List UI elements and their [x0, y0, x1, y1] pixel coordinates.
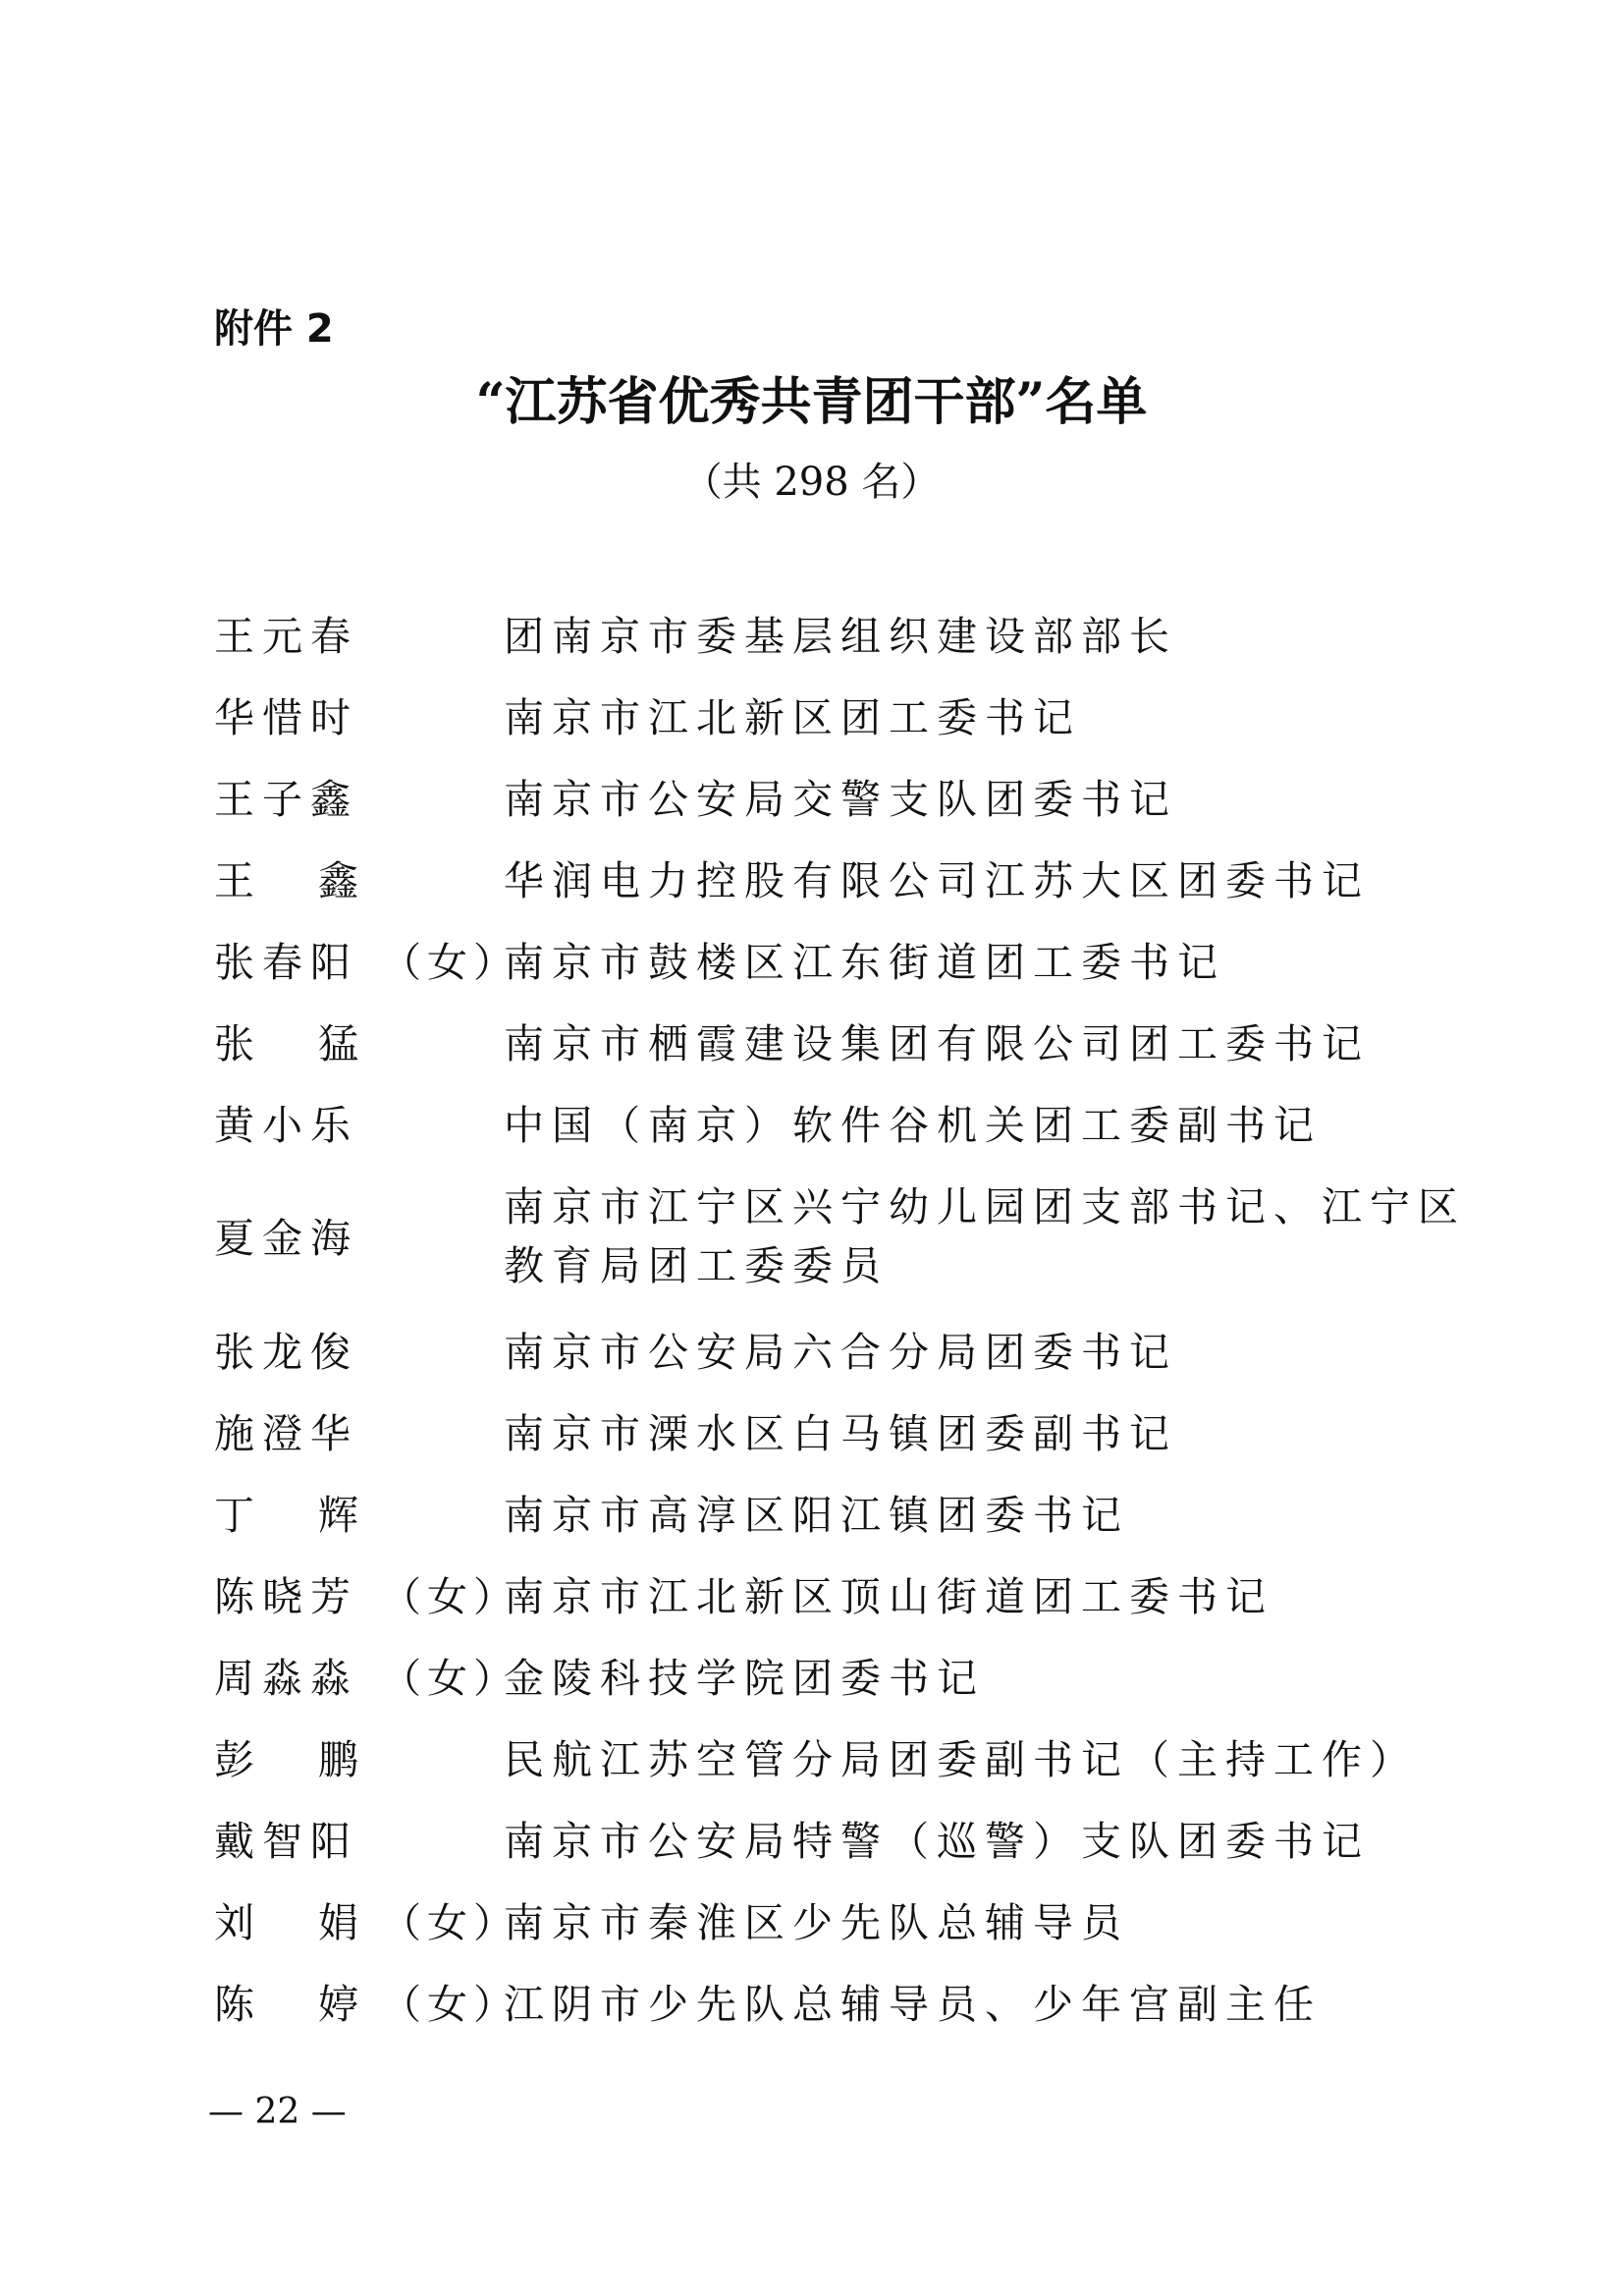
gender-note: （女） [381, 1655, 519, 1702]
list-item [214, 1177, 1490, 1323]
honoree-name: 戴智阳 [214, 1818, 358, 1865]
honoree-name: 张猛 [214, 1020, 422, 1067]
honoree-position: 南京市鼓楼区江东街道团工委书记 [504, 939, 1225, 986]
gender-note: （女） [381, 1573, 519, 1620]
honoree-name: 夏金海 [214, 1215, 358, 1262]
list-item [214, 1975, 1490, 2056]
honoree-position: 中国（南京）软件谷机关团工委副书记 [504, 1102, 1322, 1149]
honoree-name: 王鑫 [214, 857, 422, 904]
list-item [214, 1323, 1490, 1404]
honoree-position: 江阴市少先队总辅导员、少年宫副主任 [504, 1981, 1322, 2028]
honoree-position: 南京市公安局特警（巡警）支队团委书记 [504, 1818, 1370, 1865]
list-item [214, 1096, 1490, 1177]
honoree-position: 团南京市委基层组织建设部部长 [504, 613, 1177, 660]
honoree-position: 南京市江宁区兴宁幼儿园团支部书记、江宁区教育局团工委委员 [504, 1183, 1466, 1289]
list-item [214, 1567, 1490, 1649]
honoree-name: 周淼淼 [214, 1655, 358, 1702]
list-item [214, 1893, 1490, 1975]
list-item [214, 1649, 1490, 1730]
honoree-name: 王子鑫 [214, 776, 358, 823]
honoree-position: 南京市江北新区顶山街道团工委书记 [504, 1573, 1273, 1620]
list-item [214, 770, 1490, 851]
list-item [214, 1812, 1490, 1893]
gender-note: （女） [381, 1981, 519, 2028]
list-item [214, 851, 1490, 933]
list-item [214, 933, 1490, 1014]
list-item [214, 1404, 1490, 1486]
honoree-name: 黄小乐 [214, 1102, 358, 1149]
document-subtitle: （共 298 名） [682, 460, 941, 505]
honoree-name: 施澄华 [214, 1410, 358, 1457]
document-title: “江苏省优秀共青团干部”名单 [475, 372, 1148, 432]
list-item [214, 688, 1490, 770]
gender-note: （女） [381, 1899, 519, 1946]
honoree-name: 丁辉 [214, 1492, 422, 1539]
honoree-name: 刘娟 [214, 1899, 422, 1946]
honoree-position: 民航江苏空管分局团委副书记（主持工作） [504, 1736, 1418, 1783]
list-item [214, 607, 1490, 688]
honoree-position: 金陵科技学院团委书记 [504, 1655, 985, 1702]
honoree-position: 南京市公安局六合分局团委书记 [504, 1329, 1177, 1376]
honoree-position: 南京市秦淮区少先队总辅导员 [504, 1899, 1129, 1946]
honoree-name: 华惜时 [214, 694, 358, 741]
page-number: — 22 — [208, 2092, 347, 2132]
attachment-label: 附件 2 [214, 306, 334, 352]
honoree-name: 彭鹏 [214, 1736, 422, 1783]
honoree-name: 王元春 [214, 613, 358, 660]
honoree-position: 华润电力控股有限公司江苏大区团委书记 [504, 857, 1370, 904]
honoree-list [214, 607, 1490, 2056]
honoree-name: 张龙俊 [214, 1329, 358, 1376]
list-item [214, 1730, 1490, 1812]
honoree-name: 陈晓芳 [214, 1573, 358, 1620]
gender-note: （女） [381, 939, 519, 986]
honoree-name: 张春阳 [214, 939, 358, 986]
honoree-position: 南京市高淳区阳江镇团委书记 [504, 1492, 1129, 1539]
honoree-position: 南京市公安局交警支队团委书记 [504, 776, 1177, 823]
list-item [214, 1014, 1490, 1096]
list-item [214, 1486, 1490, 1567]
honoree-position: 南京市栖霞建设集团有限公司团工委书记 [504, 1020, 1370, 1067]
honoree-position: 南京市江北新区团工委书记 [504, 694, 1081, 741]
honoree-position: 南京市溧水区白马镇团委副书记 [504, 1410, 1177, 1457]
honoree-name: 陈婷 [214, 1981, 422, 2028]
